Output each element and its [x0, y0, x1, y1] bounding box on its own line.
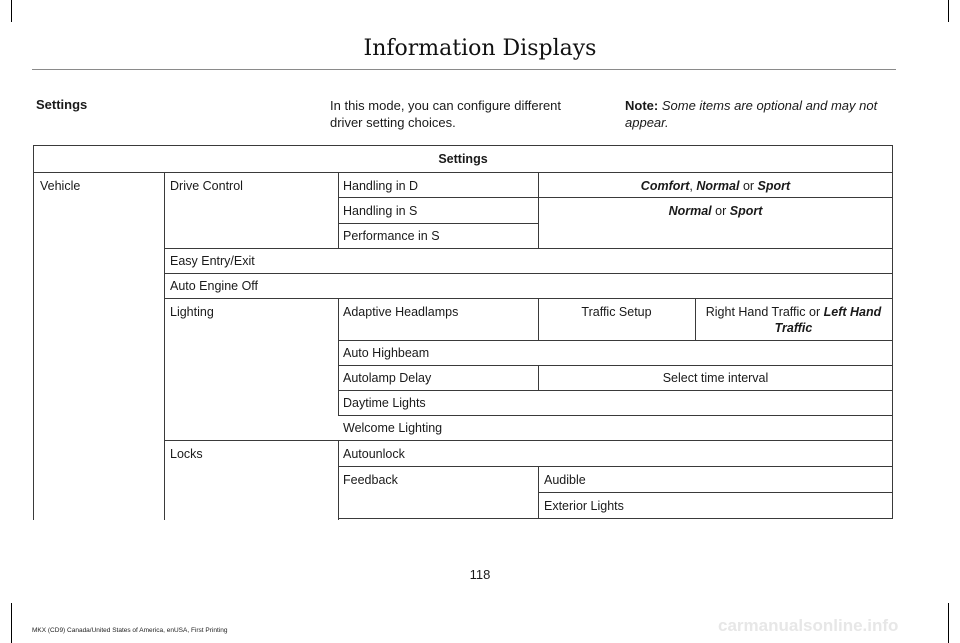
options-handling-d [538, 178, 893, 194]
table-rule [338, 390, 893, 391]
crop-mark [948, 603, 949, 643]
option-normal: Normal [668, 204, 712, 218]
separator: or [715, 204, 727, 218]
page-number: 118 [469, 567, 491, 582]
title-divider [32, 69, 896, 70]
item-handling-s: Handling in S [343, 204, 418, 218]
group-locks: Locks [170, 447, 203, 461]
watermark: carmanualsonline.info [718, 616, 899, 635]
group-drive-control: Drive Control [170, 179, 243, 193]
item-feedback: Feedback [343, 473, 398, 487]
category-vehicle: Vehicle [40, 179, 81, 193]
options-handling-s [538, 203, 893, 219]
option-normal: Normal [696, 179, 740, 193]
table-rule [338, 223, 538, 224]
crop-mark [11, 0, 12, 22]
option-left-hand: Left Hand [823, 305, 882, 319]
table-rule [33, 145, 34, 520]
item-easy-entry: Easy Entry/Exit [170, 254, 255, 268]
table-rule [338, 340, 893, 341]
option-audible: Audible [544, 473, 586, 487]
options-traffic [695, 304, 892, 336]
table-rule [164, 440, 893, 441]
item-traffic-setup: Traffic Setup [581, 305, 652, 319]
item-daytime-lights: Daytime Lights [343, 396, 426, 410]
separator: or [742, 179, 755, 193]
footer: MKX (CD9) Canada/United States of America, enUSA, First Printing [32, 627, 228, 634]
group-lighting: Lighting [170, 305, 214, 319]
table-rule [164, 298, 893, 299]
item-welcome-lighting: Welcome Lighting [343, 421, 443, 435]
table-rule [338, 518, 893, 519]
note-label: Note: [625, 98, 659, 113]
section-label: Settings [36, 97, 88, 112]
settings-table [33, 145, 893, 520]
item-adaptive-headlamps: Adaptive Headlamps [343, 305, 459, 319]
table-rule [33, 172, 893, 173]
options-autolamp-delay: Select time interval [662, 371, 769, 385]
crop-mark [948, 0, 949, 22]
table-header: Settings [438, 152, 488, 166]
table-rule [33, 145, 893, 146]
table-rule [164, 248, 893, 249]
table-rule [338, 440, 339, 520]
page-title: Information Displays [363, 36, 597, 61]
intro-text: In this mode, you can configure different driver setting choices. [330, 98, 562, 130]
table-rule [338, 298, 339, 416]
option-traffic: Traffic [774, 321, 813, 335]
table-rule [338, 197, 893, 198]
table-rule [892, 145, 893, 519]
option-sport: Sport [729, 204, 763, 218]
table-rule [164, 273, 893, 274]
table-rule [538, 492, 893, 493]
table-rule [338, 415, 893, 416]
table-rule [538, 466, 539, 519]
note [625, 97, 897, 131]
option-exterior-lights: Exterior Lights [544, 499, 624, 513]
item-autolamp-delay: Autolamp Delay [343, 371, 432, 385]
option-right-hand-traffic: Right Hand Traffic or [705, 305, 821, 319]
table-rule [338, 172, 339, 249]
item-performance-s: Performance in S [343, 229, 440, 243]
crop-mark [11, 603, 12, 643]
table-rule [164, 172, 165, 520]
option-comfort: Comfort [640, 179, 690, 193]
item-auto-engine-off: Auto Engine Off [170, 279, 259, 293]
option-sport: Sport [757, 179, 791, 193]
table-rule [338, 466, 893, 467]
separator: , [689, 179, 693, 193]
item-autounlock: Autounlock [343, 447, 405, 461]
note-text: Some items are optional and may not appear. [625, 98, 878, 130]
item-handling-d: Handling in D [343, 179, 419, 193]
table-rule [338, 365, 893, 366]
item-auto-highbeam: Auto Highbeam [343, 346, 430, 360]
